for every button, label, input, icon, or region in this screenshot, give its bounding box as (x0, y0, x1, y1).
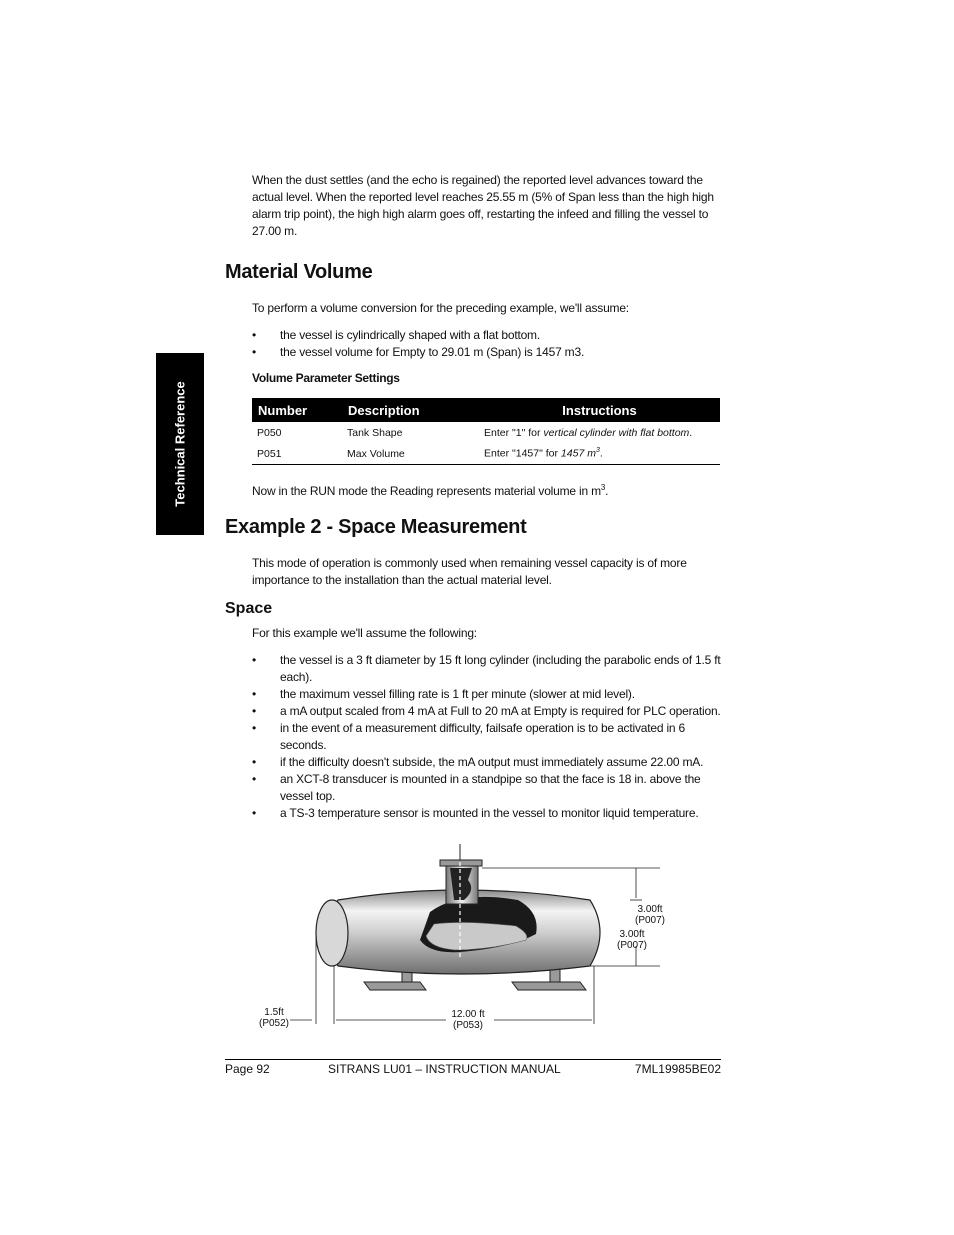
side-tab (156, 353, 204, 535)
list-item: • the vessel is a 3 ft diameter by 15 ft long cylinder (including the parabolic ends of 1.5 ft each). (252, 652, 730, 686)
standpipe-flange (440, 860, 482, 866)
space-heading: Space (225, 600, 273, 617)
cell-description: Tank Shape (347, 426, 403, 439)
tank-end-cap (316, 900, 348, 966)
cell-description: Max Volume (342, 443, 479, 465)
dimension-mid-label: 3.00ft (P007) (616, 929, 647, 951)
table-row (252, 422, 720, 443)
list-item: • the maximum vessel filling rate is 1 ft per minute (slower at mid level). (252, 686, 730, 703)
footer-rule (225, 1059, 721, 1060)
space-bullets (252, 652, 730, 822)
material-volume-heading: Material Volume (225, 261, 373, 283)
list-item: • an XCT-8 transducer is mounted in a standpipe so that the face is 18 in. above the vessel top. (252, 771, 730, 805)
material-volume-intro: To perform a volume conversion for the preceding example, we'll assume: (252, 301, 629, 315)
list-item: • in the event of a measurement difficulty, failsafe operation is to be activated in 6 seconds. (252, 720, 730, 754)
footer-page: Page 92 (225, 1062, 270, 1076)
space-intro: For this example we'll assume the following: (252, 626, 477, 640)
footer-title: SITRANS LU01 – INSTRUCTION MANUAL (328, 1062, 561, 1076)
material-volume-bullets (252, 327, 722, 361)
table-row (252, 443, 720, 465)
column-header-number: Number (252, 398, 342, 422)
example2-heading: Example 2 - Space Measurement (225, 516, 527, 538)
list-item: • the vessel is cylindrically shaped with a flat bottom. (252, 327, 722, 344)
list-item: • the vessel volume for Empty to 29.01 m (Span) is 1457 m3. (252, 344, 722, 361)
column-header-description: Description (342, 398, 479, 422)
list-item: • if the difficulty doesn't subside, the mA output must immediately assume 22.00 mA. (252, 754, 730, 771)
side-tab-label: Technical Reference (172, 381, 188, 507)
list-item: • a TS-3 temperature sensor is mounted in the vessel to monitor liquid temperature. (252, 805, 730, 822)
after-table-text: Now in the RUN mode the Reading represents material volume in $m^3$. (252, 483, 609, 498)
column-header-instructions: Instructions (479, 398, 720, 422)
cell-number: P051 (252, 443, 342, 465)
dimension-length-label: 12.00 ft (P053) (451, 1009, 485, 1031)
footer-doc-number: 7ML19985BE02 (634, 1062, 721, 1076)
cell-number: P050 (257, 426, 282, 439)
volume-parameter-table (252, 398, 720, 465)
list-item: • a mA output scaled from 4 mA at Full to 20 mA at Empty is required for PLC operation. (252, 703, 730, 720)
table-caption: Volume Parameter Settings (252, 371, 400, 385)
dimension-top-label: 3.00ft (P007) (634, 904, 665, 926)
cell-instructions: Enter "1" for vertical cylinder with flat bottom. (484, 426, 693, 439)
example2-paragraph: This mode of operation is commonly used when remaining vessel capacity is of more importance to the installation than the actual material level. (252, 556, 687, 587)
cell-instructions: Enter "1457" for 1457 $m^3$. (479, 443, 720, 465)
intro-paragraph: When the dust settles (and the echo is regained) the reported level advances toward the actual level. When the reported level reaches 25.55 m (5% of Span less than the high high alarm trip point), the high high alarm goes off, restarting the infeed and filling the vessel to 27.00 m. (252, 173, 714, 238)
dimension-end-label: 1.5ft (P052) (258, 1007, 289, 1029)
